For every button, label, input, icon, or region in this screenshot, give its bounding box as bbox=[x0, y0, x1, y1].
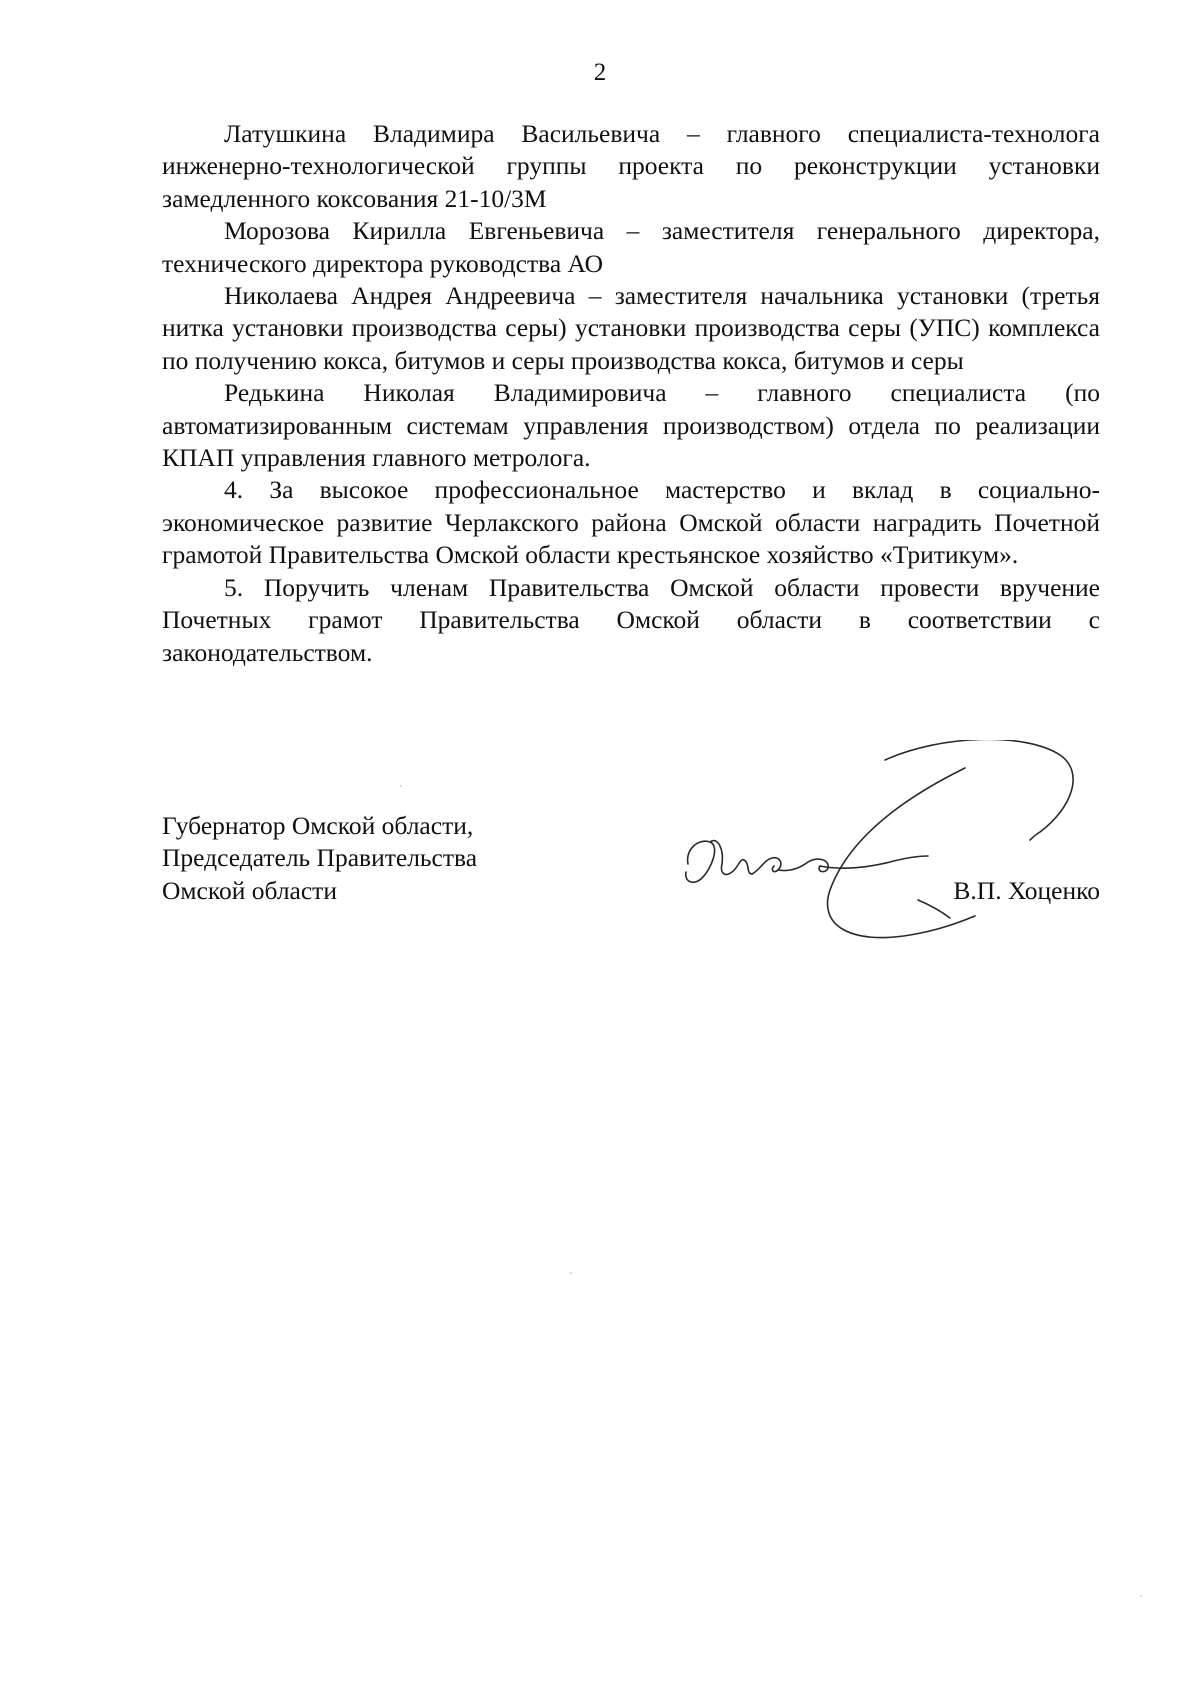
document-body bbox=[162, 118, 1100, 669]
scan-speck bbox=[1140, 1595, 1142, 1597]
paragraph-item-4: 4. За высокое профессиональное мастерство и вклад в социально-экономическое развитие Черлакского района Омской области наградить Почетной грамотой Правительства Омской области крестьянское хозяйство «Тритикум». bbox=[162, 475, 1100, 570]
page-number: 2 bbox=[593, 59, 607, 86]
scan-speck bbox=[570, 1272, 572, 1274]
signer-title bbox=[162, 810, 477, 907]
paragraph-morozov: Морозова Кирилла Евгеньевича – заместителя генерального директора, технического директора руководства АО bbox=[162, 216, 1100, 278]
signer-name: В.П. Хоценко bbox=[953, 876, 1100, 905]
paragraph-redkin: Редькина Николая Владимировича – главного специалиста (по автоматизированным системам управления производством) отдела по реализации КПАП управления главного метролога. bbox=[162, 378, 1100, 473]
scan-speck bbox=[400, 785, 402, 787]
signer-title-line: Омской области bbox=[162, 875, 337, 905]
paragraph-nikolaev: Николаева Андрея Андреевича – заместителя начальника установки (третья нитка установки производства серы) установки производства серы (УПС) комплекса по получению кокса, битумов и серы производства кокса, битумов и серы bbox=[162, 281, 1100, 375]
handwritten-signature bbox=[680, 740, 1120, 950]
signer-title-line: Председатель Правительства bbox=[162, 843, 478, 873]
signer-title-line: Губернатор Омской области, bbox=[162, 811, 474, 840]
paragraph-latushkin: Латушкина Владимира Васильевича – главного специалиста-технолога инженерно-технологической группы проекта по реконструкции установки замедленного коксования 21-10/3М bbox=[162, 119, 1100, 213]
paragraph-item-5: 5. Поручить членам Правительства Омской области провести вручение Почетных грамот Правительства Омской области в соответствии с законодательством. bbox=[162, 572, 1100, 667]
